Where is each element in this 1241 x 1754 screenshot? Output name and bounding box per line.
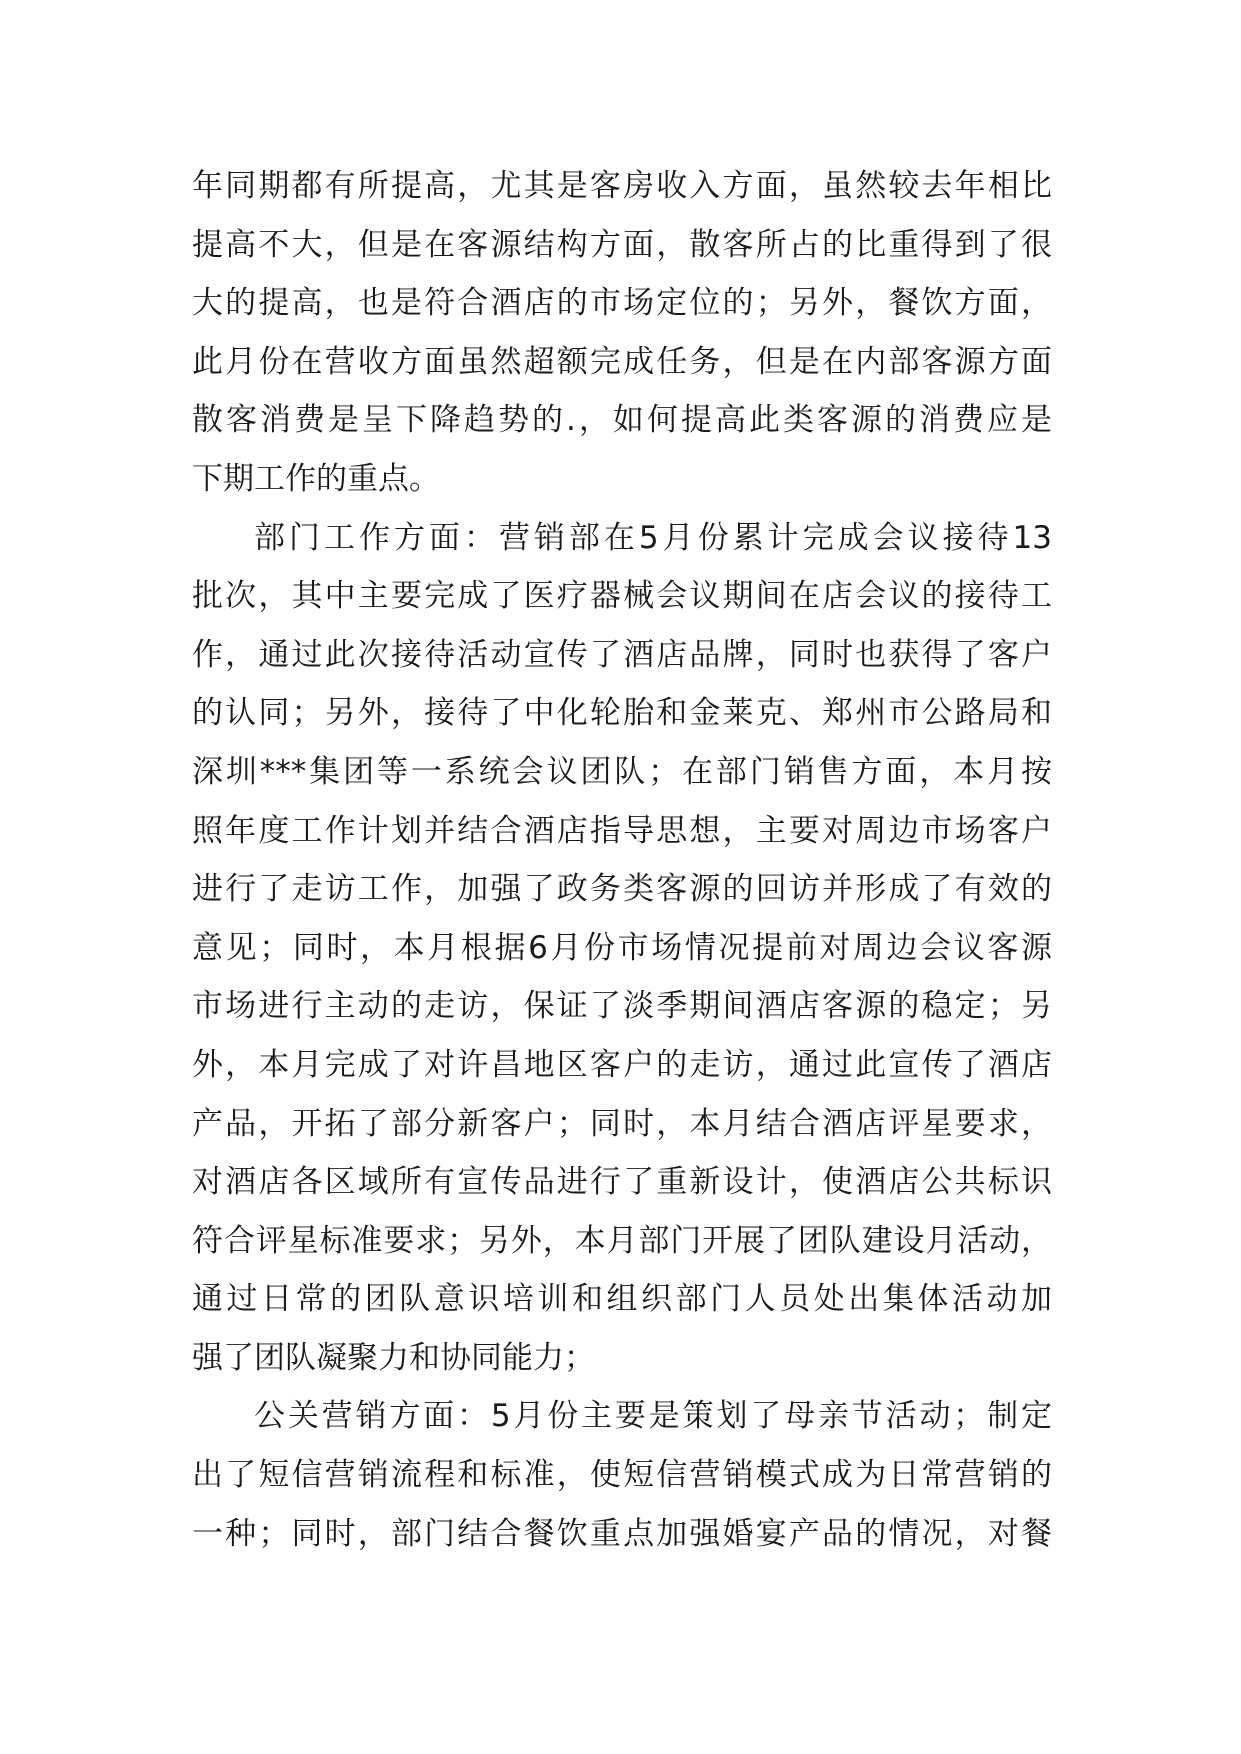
text-line: 通过日常的团队意识培训和组织部门人员处出集体活动加 (192, 1281, 1052, 1318)
text-line: 意见；同时，本月根据6月份市场情况提前对周边会议客源 (192, 929, 1052, 966)
text-line: 大的提高，也是符合酒店的市场定位的；另外，餐饮方面， (192, 285, 1052, 322)
text-line: 作，通过此次接待活动宣传了酒店品牌，同时也获得了客户 (192, 636, 1052, 673)
text-line: 产品，开拓了部分新客户；同时，本月结合酒店评星要求， (192, 1105, 1052, 1142)
text-line: 部门工作方面：营销部在5月份累计完成会议接待13 (254, 519, 1052, 556)
paragraph-pr-marketing (192, 1387, 1052, 1563)
text-line: 批次，其中主要完成了医疗器械会议期间在店会议的接待工 (192, 578, 1052, 615)
text-line: 提高不大，但是在客源结构方面，散客所占的比重得到了很 (192, 226, 1052, 263)
text-line: 一种；同时，部门结合餐饮重点加强婚宴产品的情况，对餐 (192, 1515, 1052, 1552)
document-body (192, 157, 1052, 1563)
text-line: 的认同；另外，接待了中化轮胎和金莱克、郑州市公路局和 (192, 695, 1052, 732)
text-line: 散客消费是呈下降趋势的.，如何提高此类客源的消费应是 (192, 402, 1052, 439)
text-line: 照年度工作计划并结合酒店指导思想，主要对周边市场客户 (192, 812, 1052, 849)
text-line: 强了团队凝聚力和协同能力； (192, 1339, 595, 1376)
text-line: 下期工作的重点。 (192, 460, 440, 497)
text-line: 此月份在营收方面虽然超额完成任务，但是在内部客源方面 (192, 343, 1052, 380)
text-line: 出了短信营销流程和标准，使短信营销模式成为日常营销的 (192, 1457, 1052, 1494)
text-line: 年同期都有所提高，尤其是客房收入方面，虽然较去年相比 (192, 168, 1052, 204)
paragraph-department-work (192, 509, 1052, 1388)
text-line: 符合评星标准要求；另外，本月部门开展了团队建设月活动， (192, 1222, 1052, 1259)
text-line: 深圳***集团等一系统会议团队；在部门销售方面，本月按 (192, 753, 1052, 790)
text-line: 对酒店各区域所有宣传品进行了重新设计，使酒店公共标识 (192, 1164, 1052, 1201)
text-line: 进行了走访工作，加强了政务类客源的回访并形成了有效的 (192, 871, 1052, 908)
paragraph-room-revenue (192, 157, 1052, 509)
text-line: 公关营销方面：5月份主要是策划了母亲节活动；制定 (254, 1398, 1052, 1435)
text-line: 市场进行主动的走访，保证了淡季期间酒店客源的稳定；另 (192, 988, 1052, 1025)
text-line: 外，本月完成了对许昌地区客户的走访，通过此宣传了酒店 (192, 1046, 1052, 1083)
